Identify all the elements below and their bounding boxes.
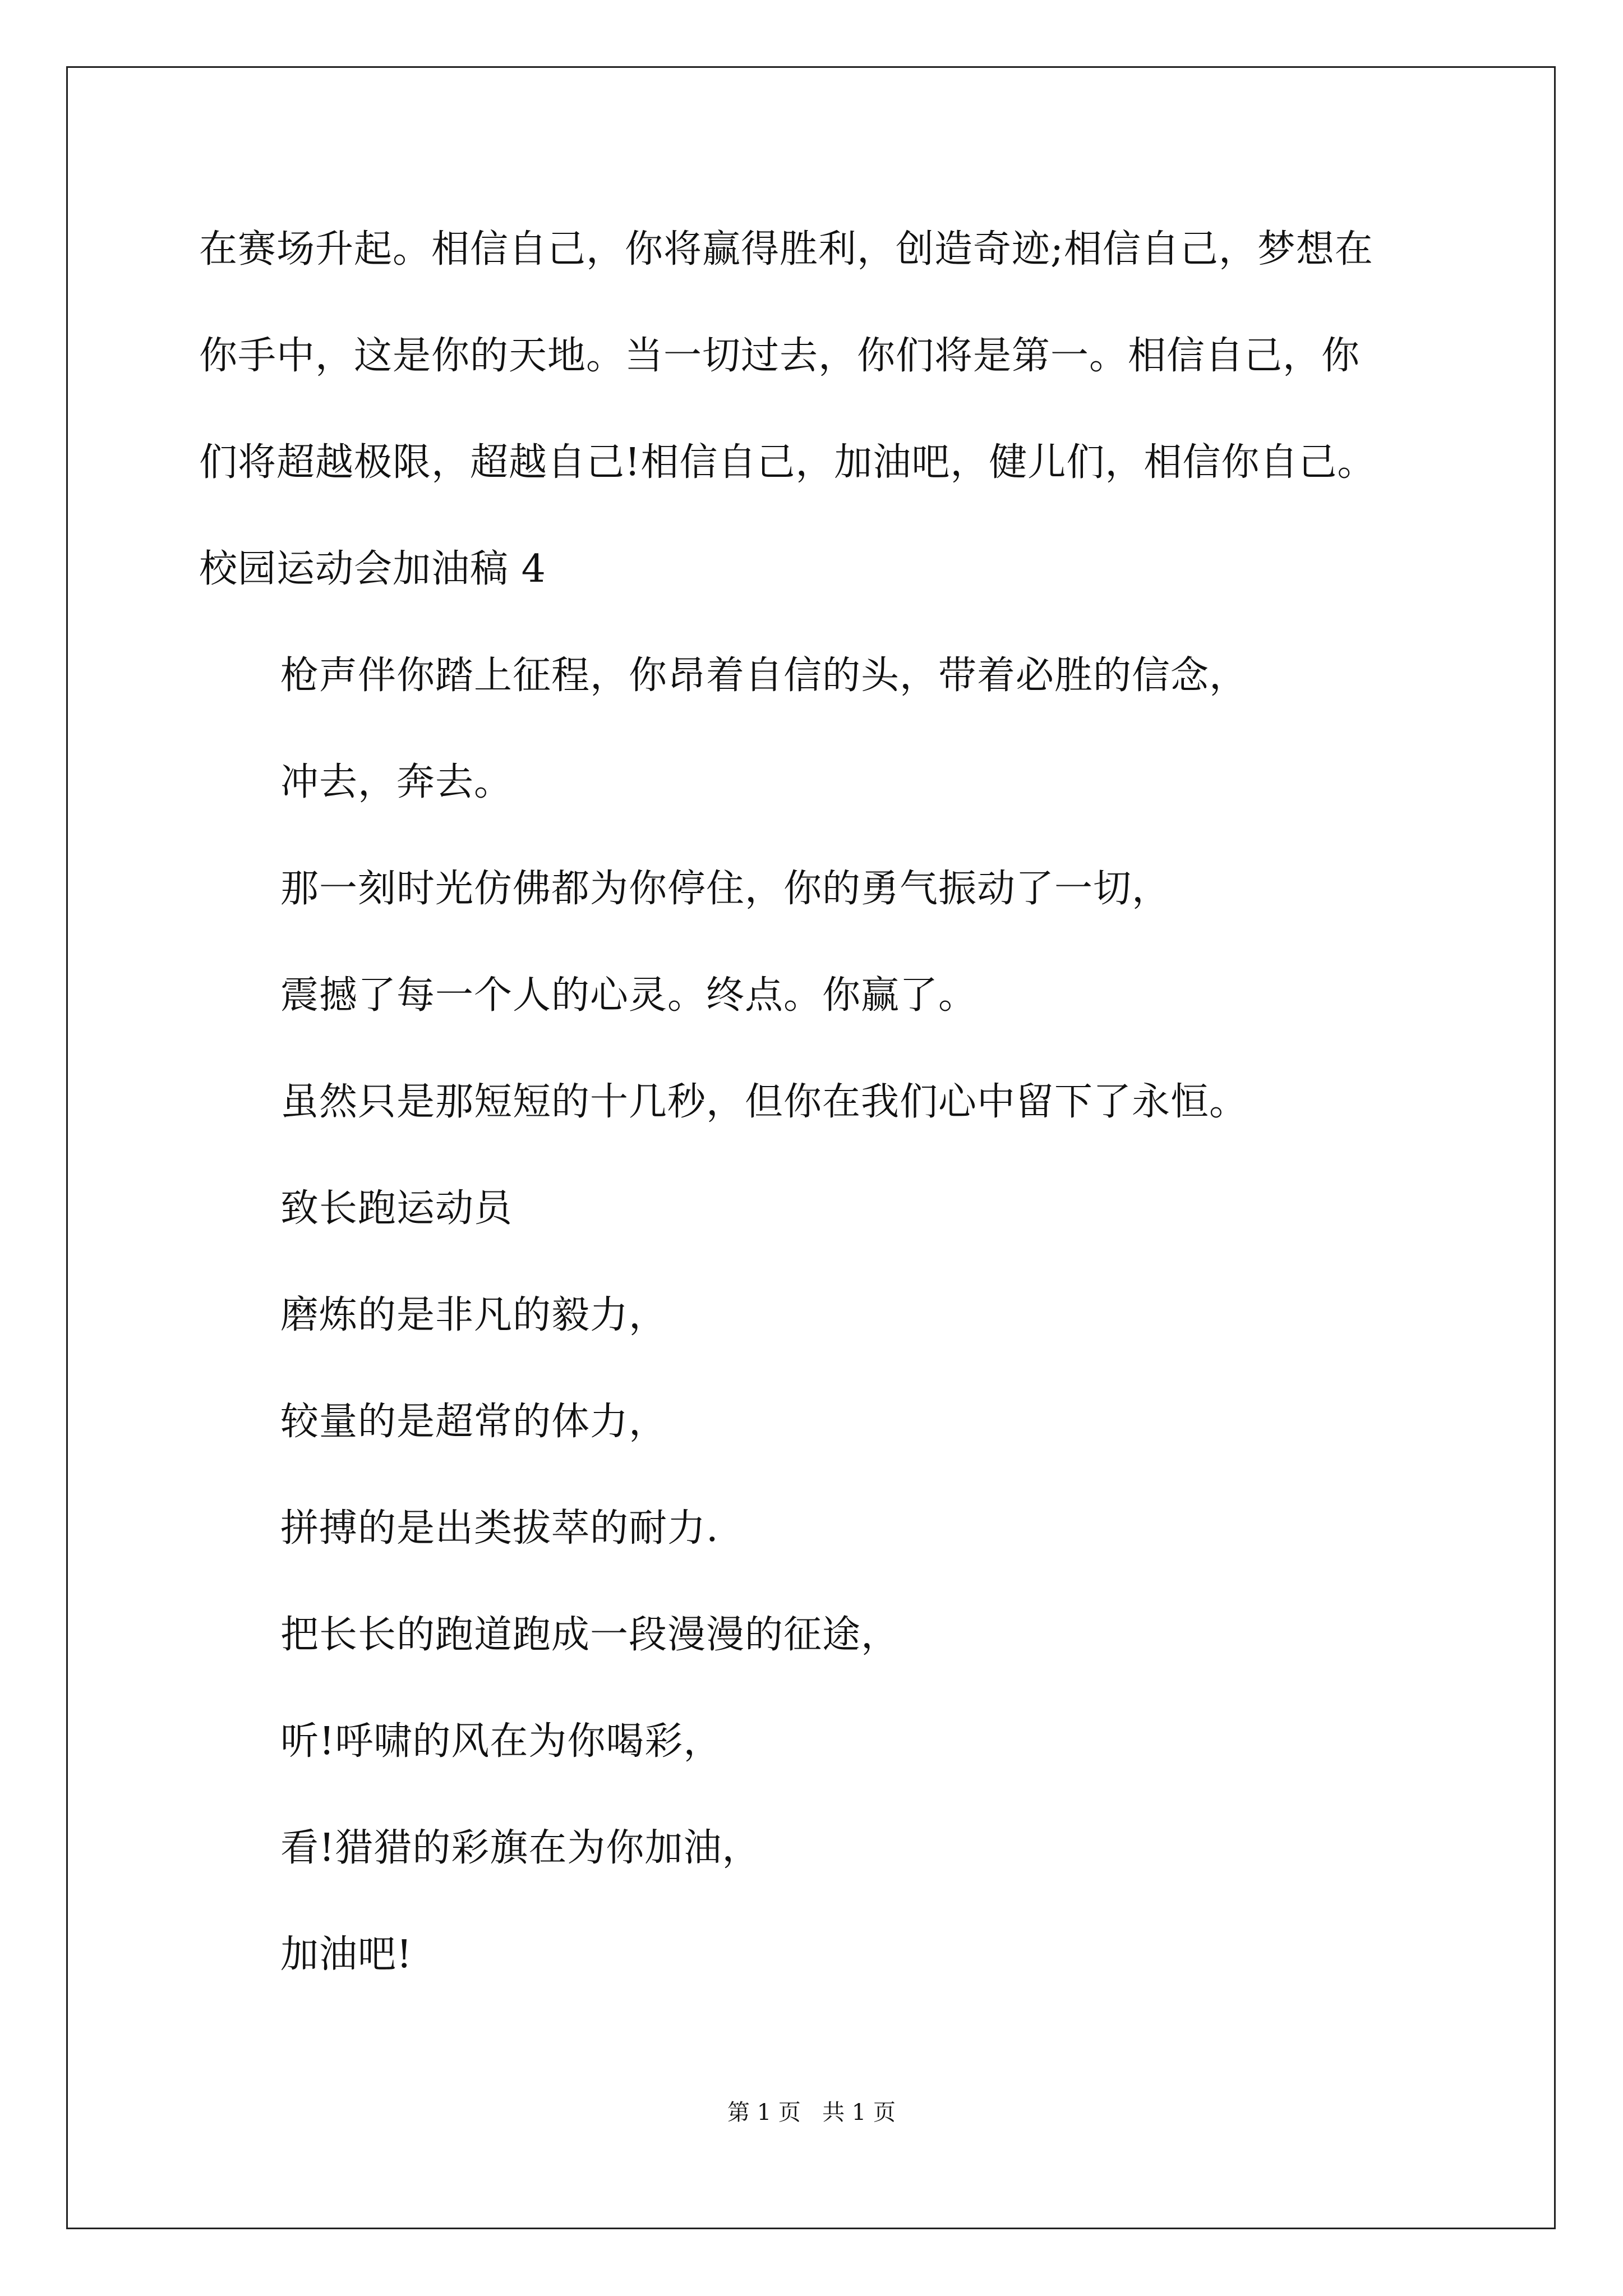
poem-subheading: 致长跑运动员 — [280, 1186, 513, 1231]
poem-line: 较量的是超常的体力， — [280, 1400, 668, 1444]
poem-line: 把长长的跑道跑成一段漫漫的征途， — [280, 1613, 900, 1657]
poem-line: 虽然只是那短短的十几秒，但你在我们心中留下了永恒。 — [280, 1080, 1248, 1124]
page-border — [66, 66, 1556, 2229]
poem-line: 看!猎猎的彩旗在为你加油， — [280, 1826, 761, 1870]
poem-line: 震撼了每一个人的心灵。终点。你赢了。 — [280, 973, 978, 1018]
body-text-line: 你手中，这是你的天地。当一切过去，你们将是第一。相信自己，你 — [199, 334, 1361, 378]
body-text-line: 在赛场升起。相信自己，你将赢得胜利，创造奇迹;相信自己，梦想在 — [199, 227, 1373, 272]
poem-line: 冲去，奔去。 — [280, 760, 513, 804]
section-heading: 校园运动会加油稿 4 — [199, 547, 546, 591]
body-text-line: 们将超越极限，超越自己!相信自己，加油吧，健儿们，相信你自己。 — [199, 440, 1376, 485]
poem-line: 听!呼啸的风在为你喝彩， — [280, 1719, 722, 1764]
poem-line: 磨炼的是非凡的毅力， — [280, 1293, 668, 1337]
poem-line: 拼搏的是出类拔萃的耐力. — [280, 1506, 719, 1550]
poem-line: 加油吧! — [280, 1932, 413, 1977]
poem-line: 枪声伴你踏上征程，你昂着自信的头，带着必胜的信念， — [280, 654, 1248, 698]
page-number-footer: 第 1 页 共 1 页 — [727, 2100, 896, 2125]
poem-line: 那一刻时光仿佛都为你停住，你的勇气振动了一切， — [280, 867, 1171, 911]
